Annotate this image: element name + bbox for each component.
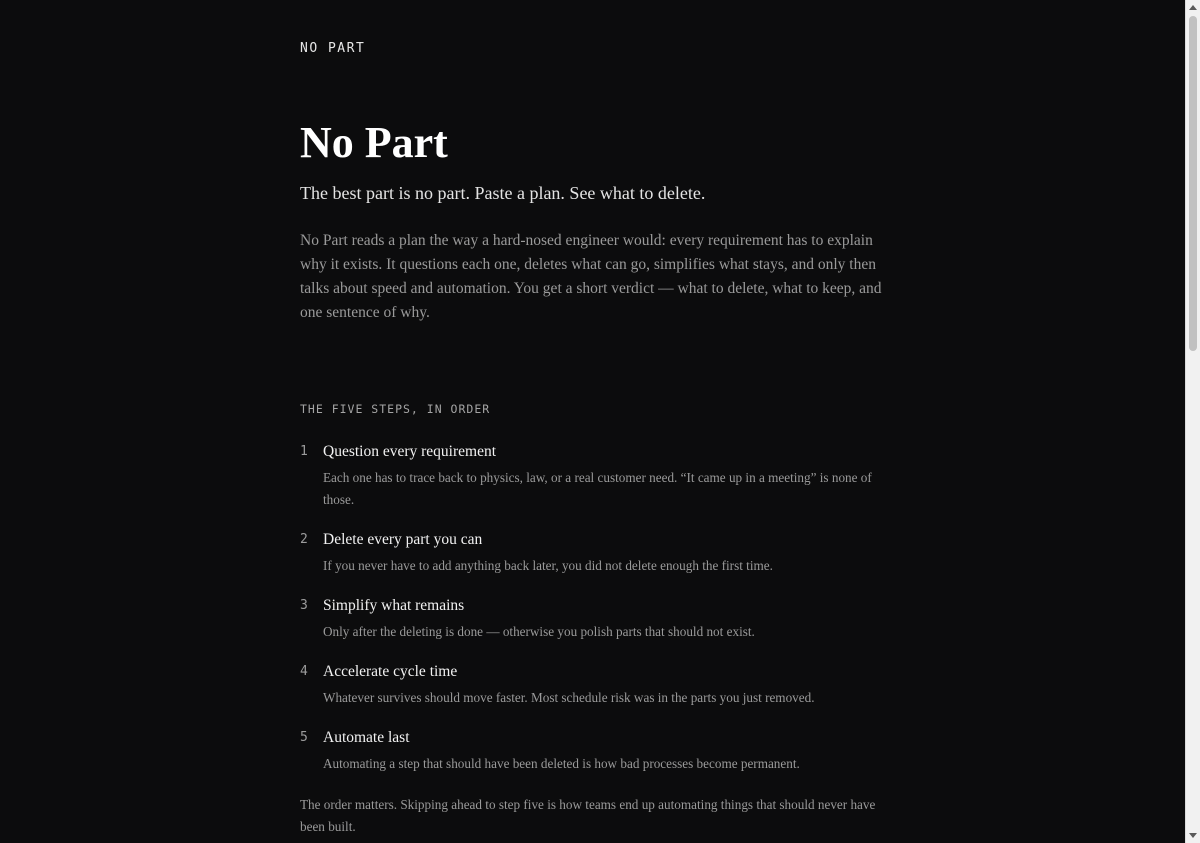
step-number: 2 bbox=[300, 532, 308, 547]
scroll-up-arrow-icon[interactable] bbox=[1189, 5, 1197, 10]
vertical-scrollbar[interactable] bbox=[1185, 0, 1200, 843]
step-title: Delete every part you can bbox=[323, 531, 483, 548]
intro-paragraph: No Part reads a plan the way a hard-nosed engineer would: every requirement has to explain why it exists. It questions each one, deletes what can go, simplifies what stays, and only then talks about speed and automation. You get a short verdict — what to delete, what to keep, and one sentence of why. bbox=[300, 232, 882, 321]
step-title: Simplify what remains bbox=[323, 597, 465, 614]
step-description: Automating a step that should have been deleted is how bad processes become permanent. bbox=[323, 756, 800, 771]
tagline: The best part is no part. Paste a plan. See what to delete. bbox=[300, 183, 706, 203]
steps-section-label: THE FIVE STEPS, IN ORDER bbox=[300, 402, 491, 416]
step-number: 5 bbox=[300, 730, 308, 745]
step-number: 4 bbox=[300, 664, 308, 679]
step-description: Only after the deleting is done — otherwise you polish parts that should not exist. bbox=[323, 624, 755, 639]
step-number: 3 bbox=[300, 598, 308, 613]
step-title: Question every requirement bbox=[323, 443, 497, 460]
scroll-down-arrow-icon[interactable] bbox=[1189, 833, 1197, 838]
brand-wordmark[interactable]: NO PART bbox=[300, 41, 366, 56]
step-number: 1 bbox=[300, 444, 308, 459]
step-title: Automate last bbox=[323, 729, 410, 746]
scrollbar-thumb[interactable] bbox=[1189, 16, 1197, 351]
page-title: No Part bbox=[300, 118, 448, 167]
step-title: Accelerate cycle time bbox=[323, 663, 458, 680]
step-description: Whatever survives should move faster. Most schedule risk was in the parts you just removed. bbox=[323, 690, 815, 705]
step-description: Each one has to trace back to physics, law, or a real customer need. “It came up in a meeting” is none of those. bbox=[323, 470, 872, 507]
order-note: The order matters. Skipping ahead to step five is how teams end up automating things that should never have been built. bbox=[300, 797, 876, 834]
step-description: If you never have to add anything back later, you did not delete enough the first time. bbox=[323, 558, 773, 573]
